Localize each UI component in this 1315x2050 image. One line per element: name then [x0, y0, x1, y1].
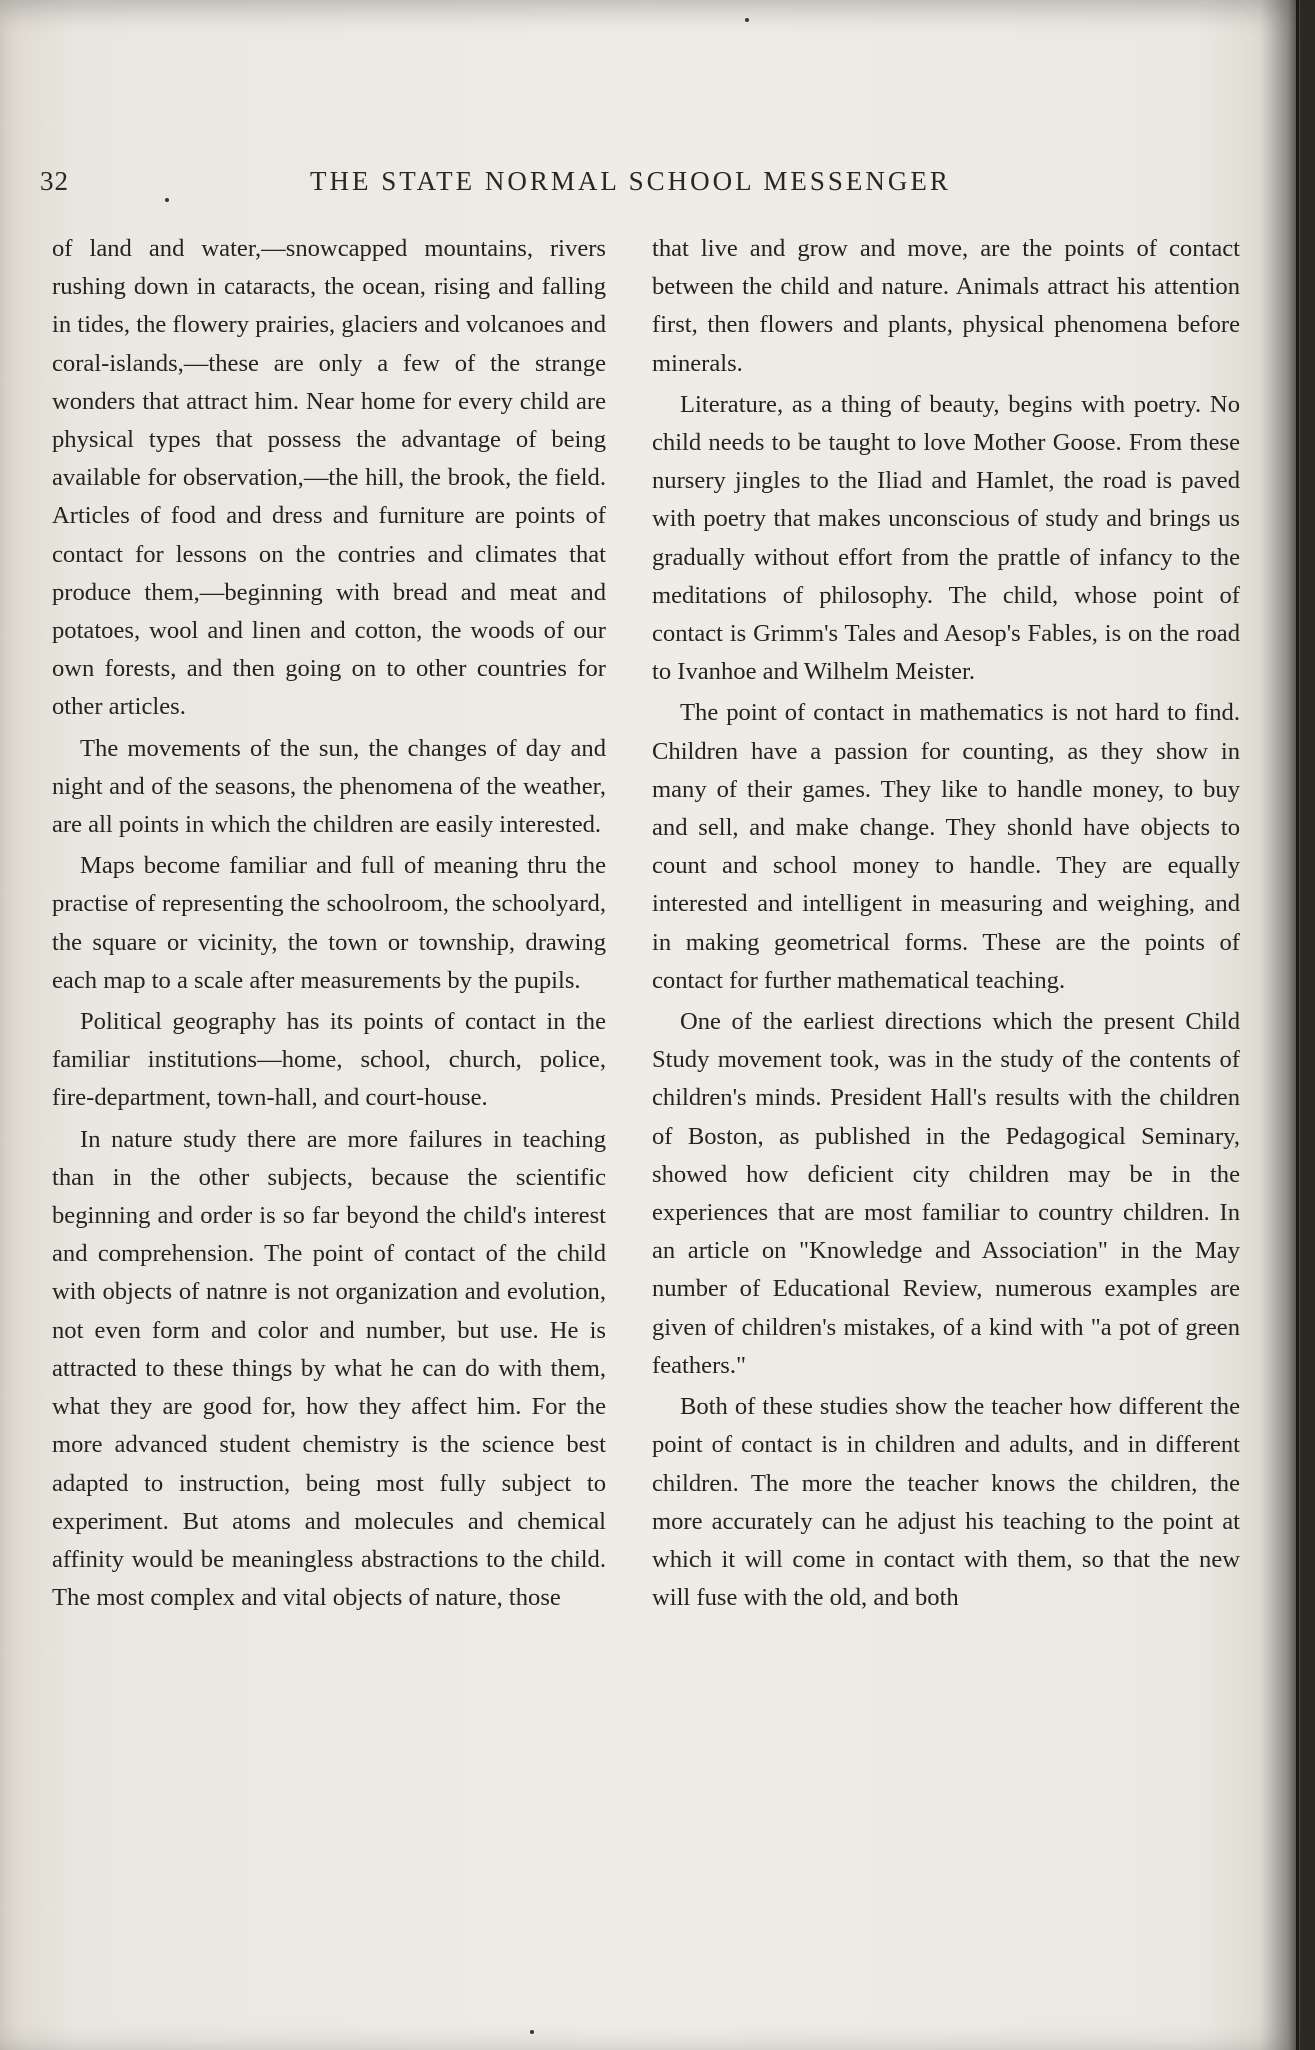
paragraph: Both of these studies show the teacher how different the point of contact is in children and adults, and in different children. The more the teacher knows the children, the more accurately can he adjust his teaching to the point at which it will come in contact with them, so that the new will fuse with the old, and both: [652, 1393, 1240, 1612]
paragraph: The movements of the sun, the changes of day and night and of the seasons, the phenomena of the weather, are all points in which the children are easily interested.: [52, 734, 606, 839]
page-edge-shadow: [1260, 0, 1300, 2050]
binding-edge: [1296, 0, 1299, 2050]
page-header: [40, 166, 1240, 206]
paragraph: that live and grow and move, are the points of contact between the child and nature. Animals attract his attention first, then flowers and plants, physical phenomena before minerals.: [652, 235, 1240, 377]
print-speck: [165, 198, 169, 202]
left-column: [52, 230, 606, 2020]
print-speck: [530, 2030, 534, 2034]
paragraph: of land and water,—snowcapped mountains, rivers rushing down in cataracts, the ocean, rising and falling in tides, the flowery prairies, glaciers and volcanoes and coral-islands,—these are only a few of the strange wonders that attract him. Near home for every child are physical types that possess the advantage of being available for observation,—the hill, the brook, the field. Articles of food and dress and furniture are points of contact for lessons on the contries and climates that produce them,—beginning with bread and meat and potatoes, wool and linen and cotton, the woods of our own forests, and then going on to other countries for other articles.: [52, 235, 606, 721]
running-head-title: THE STATE NORMAL SCHOOL MESSENGER: [310, 166, 951, 196]
paragraph: In nature study there are more failures in teaching than in the other subjects, because the scientific beginning and order is so far beyond the child's interest and comprehension. The point of contact of the child with objects of natnre is not organization and evolution, not even form and color and number, but use. He is attracted to these things by what he can do with them, what they are good for, how they affect him. For the more advanced student chemistry is the science best adapted to instruction, being most fully subject to experiment. But atoms and molecules and chemical affinity would be meaningless abstractions to the child. The most complex and vital objects of nature, those: [52, 1125, 606, 1612]
paragraph: Literature, as a thing of beauty, begins with poetry. No child needs to be taught to love Mother Goose. From these nursery jingles to the Iliad and Hamlet, the road is paved with poetry that makes unconscious of study and brings us gradually without effort from the prattle of infancy to the meditations of philosophy. The child, whose point of contact is Grimm's Tales and Aesop's Fables, is on the road to Ivanhoe and Wilhelm Meister.: [652, 390, 1240, 686]
paragraph: The point of contact in mathematics is not hard to find. Children have a passion for counting, as they show in many of their games. They like to handle money, to buy and sell, and make change. They shonld have objects to count and school money to handle. They are equally interested and intelligent in measuring and weighing, and in making geometrical forms. These are the points of contact for further mathematical teaching.: [652, 699, 1240, 994]
print-speck: [745, 18, 749, 22]
paragraph: One of the earliest directions which the present Child Study movement took, was in the study of the contents of children's minds. President Hall's results with the children of Boston, as published in the Pedagogical Seminary, showed how deficient city children may be in the experiences that are most familiar to country children. In an article on "Knowledge and Association" in the May number of Educational Review, numerous examples are given of children's mistakes, of a kind with "a pot of green feathers.": [652, 1008, 1240, 1379]
paragraph: Political geography has its points of contact in the familiar institutions—home, school, church, police, fire-department, town-hall, and court-house.: [52, 1008, 606, 1112]
paragraph: Maps become familiar and full of meaning thru the practise of representing the schoolroom, the schoolyard, the square or vicinity, the town or township, drawing each map to a scale after measurements by the pupils.: [52, 852, 606, 994]
right-column: [652, 230, 1240, 2020]
page-number: 32: [40, 166, 69, 196]
